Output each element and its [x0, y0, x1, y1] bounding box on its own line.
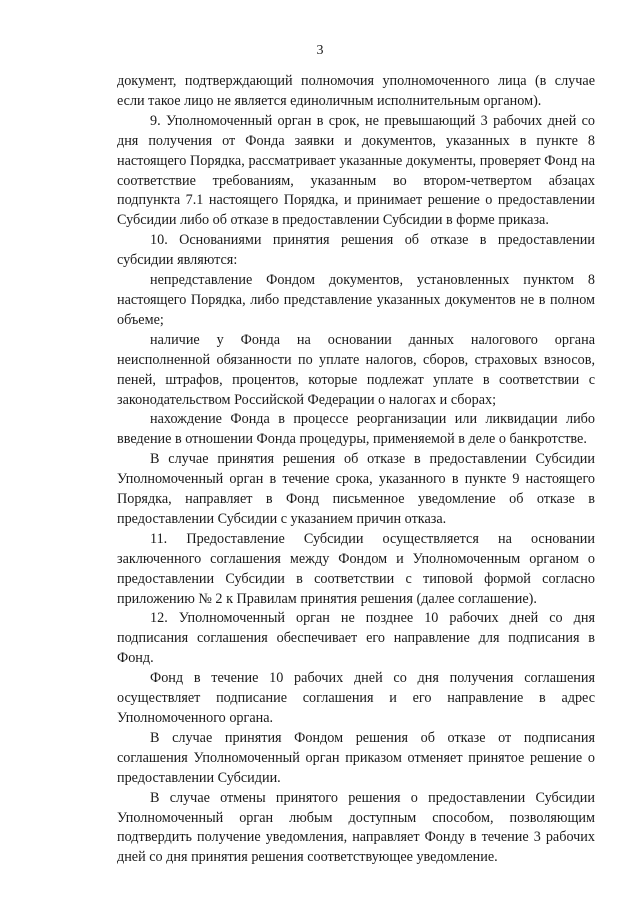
paragraph-signing-refusal: В случае принятия Фондом решения об отказе от подписания соглашения Уполномоченный орган приказом отменяет принятое решение о предоставлении Субсидии.: [117, 729, 595, 786]
paragraph-refusal-reason-liquidation: нахождение Фонда в процессе реорганизации или ликвидации либо введение в отношении Фонда процедуры, применяемой в деле о банкротстве.: [117, 411, 595, 448]
paragraph-fund-signing: Фонд в течение 10 рабочих дней со дня получения соглашения осуществляет подписание соглашения и его направление в адрес Уполномоченного органа.: [117, 670, 595, 726]
paragraph-item-11: 11. Предоставление Субсидии осуществляется на основании заключенного соглашения между Фондом и Уполномоченным органом о предоставлении Субсидии в соответствии с типовой формой согласно приложению № 2 к Правилам принятия решения (далее соглашение).: [117, 530, 595, 607]
document-body: [117, 72, 595, 868]
paragraph-item-9: 9. Уполномоченный орган в срок, не превышающий 3 рабочих дней со дня получения от Фонда заявки и документов, указанных в пункте 8 настоящего Порядка, рассматривает указанные документы, проверяет Фонд на соответствие требованиям, указанным во втором-четвертом абзацах подпункта 7.1 настоящего Порядка, и принимает решение о предоставлении Субсидии либо об отказе в предоставлении Субсидии в форме приказа.: [117, 112, 595, 229]
paragraph-item-10: 10. Основаниями принятия решения об отказе в предоставлении субсидии являются:: [117, 232, 595, 269]
paragraph-authority-document: документ, подтверждающий полномочия уполномоченного лица (в случае если такое лицо не является единоличным исполнительным органом).: [117, 73, 595, 109]
paragraph-refusal-notice: В случае принятия решения об отказе в предоставлении Субсидии Уполномоченный орган в течение срока, указанного в пункте 9 настоящего Порядка, направляет в Фонд письменное уведомление об отказе в предоставлении Субсидии с указанием причин отказа.: [117, 451, 595, 527]
paragraph-cancellation-notice: В случае отмены принятого решения о предоставлении Субсидии Уполномоченный орган любым доступным способом, позволяющим подтвердить получение уведомления, направляет Фонду в течение 3 рабочих дней со дня принятия решения соответствующее уведомление.: [117, 789, 595, 866]
page-number: 3: [316, 43, 324, 58]
paragraph-refusal-reason-tax-debt: наличие у Фонда на основании данных налогового органа неисполненной обязанности по уплате налогов, сборов, страховых взносов, пеней, штрафов, процентов, которые подлежат уплате в соответствии с законодательством Российской Федерации о налогах и сборах;: [117, 331, 595, 408]
paragraph-refusal-reason-documents: непредставление Фондом документов, установленных пунктом 8 настоящего Порядка, либо представление указанных документов не в полном объеме;: [117, 272, 595, 328]
paragraph-item-12: 12. Уполномоченный орган не позднее 10 рабочих дней со дня подписания соглашения обеспечивает его направление для подписания в Фонд.: [117, 610, 595, 667]
